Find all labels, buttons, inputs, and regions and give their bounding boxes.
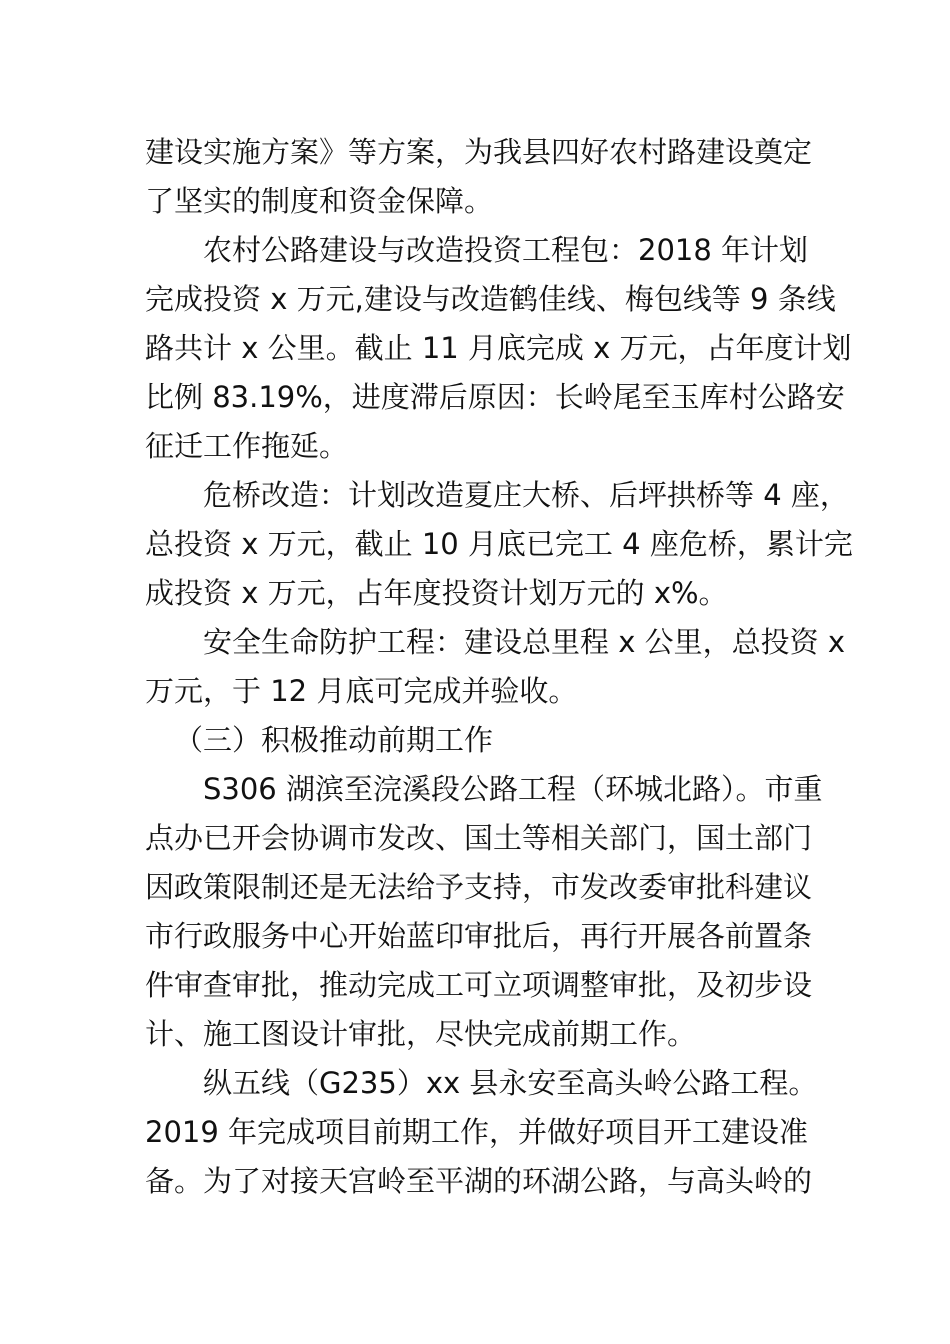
text-line: 危桥改造：计划改造夏庄大桥、后坪拱桥等 4 座，: [203, 478, 849, 512]
section-heading-text: （三）积极推动前期工作: [174, 723, 494, 757]
paragraph: [145, 226, 852, 471]
text-line: S306 湖滨至浣溪段公路工程（环城北路）。市重: [203, 772, 823, 806]
text-line: 安全生命防护工程：建设总里程 x 公里，总投资 x: [203, 625, 845, 659]
document-body: [145, 128, 853, 1206]
text-line: 总投资 x 万元，截止 10 月底已完工 4 座危桥，累计完: [145, 527, 853, 561]
text-line: 件审查审批，推动完成工可立项调整审批，及初步设: [145, 968, 813, 1002]
text-line: 纵五线（G235）xx 县永安至高头岭公路工程。: [203, 1066, 818, 1100]
text-line: 比例 83.19%，进度滞后原因：长岭尾至玉库村公路安: [145, 380, 845, 414]
paragraph: [145, 1059, 818, 1206]
text-line: 点办已开会协调市发改、国土等相关部门，国土部门: [145, 821, 813, 855]
text-line: 因政策限制还是无法给予支持，市发改委审批科建议: [145, 870, 813, 904]
paragraph: [145, 471, 853, 618]
text-line: 万元，于 12 月底可完成并验收。: [145, 674, 578, 708]
paragraph: [145, 765, 823, 1059]
text-line: 路共计 x 公里。截止 11 月底完成 x 万元，占年度计划: [145, 331, 852, 365]
text-line: 市行政服务中心开始蓝印审批后，再行开展各前置条: [145, 919, 813, 953]
text-line: 农村公路建设与改造投资工程包：2018 年计划: [203, 233, 809, 267]
paragraph: [145, 618, 845, 716]
text-line: 备。为了对接天宫岭至平湖的环湖公路，与高头岭的: [145, 1164, 813, 1198]
text-line: 完成投资 x 万元,建设与改造鹤佳线、梅包线等 9 条线: [145, 282, 836, 316]
paragraph: [145, 128, 813, 226]
text-line: 建设实施方案》等方案，为我县四好农村路建设奠定: [145, 135, 813, 169]
text-line: 了坚实的制度和资金保障。: [145, 184, 494, 218]
text-line: 2019 年完成项目前期工作，并做好项目开工建设准: [145, 1115, 809, 1149]
text-line: 征迁工作拖延。: [145, 429, 349, 463]
section-heading: [145, 716, 807, 765]
text-line: 计、施工图设计审批，尽快完成前期工作。: [145, 1017, 697, 1051]
text-line: 成投资 x 万元，占年度投资计划万元的 x%。: [145, 576, 728, 610]
